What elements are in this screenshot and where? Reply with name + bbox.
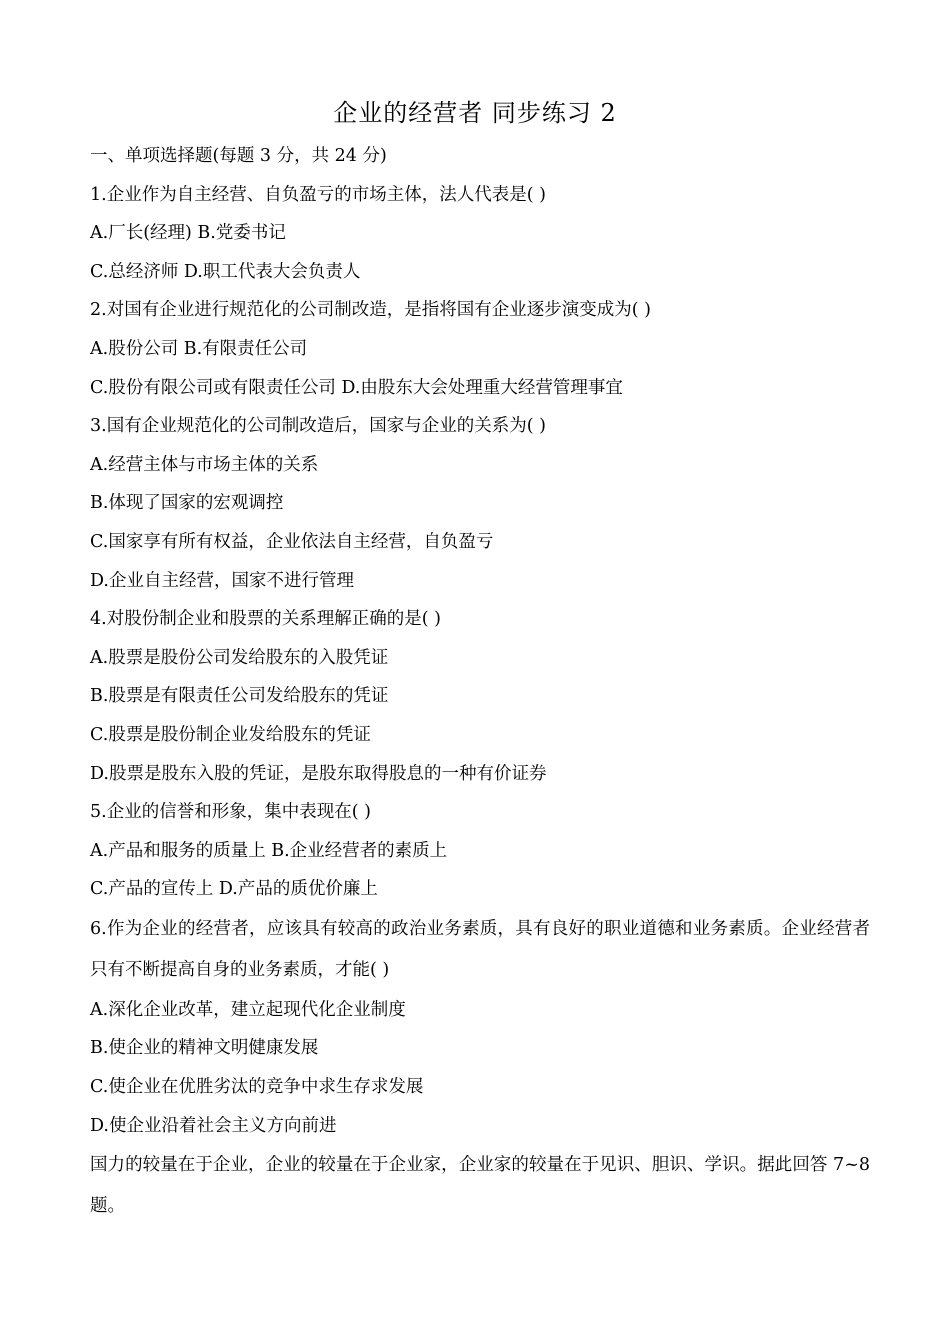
question-3-option-c: C.国家享有所有权益，企业依法自主经营，自负盈亏 [90, 531, 494, 552]
question-5-options-ab: A.产品和服务的质量上 B.企业经营者的素质上 [90, 840, 448, 861]
question-4-option-a: A.股票是股份公司发给股东的入股凭证 [90, 647, 389, 668]
question-5: 5.企业的信誉和形象，集中表现在( ) [90, 802, 371, 823]
question-3: 3.国有企业规范化的公司制改造后，国家与企业的关系为( ) [90, 416, 546, 437]
question-3-option-d: D.企业自主经营，国家不进行管理 [90, 570, 354, 591]
question-5-options-cd: C.产品的宣传上 D.产品的质优价廉上 [90, 879, 378, 900]
question-6: 6.作为企业的经营者，应该具有较高的政治业务素质，具有良好的职业道德和业务素质。企业经营者只有不断提高自身的业务素质，才能( ) [90, 918, 870, 980]
question-4-option-b: B.股票是有限责任公司发给股东的凭证 [90, 686, 389, 707]
question-1-options-ab: A.厂长(经理) B.党委书记 [90, 223, 286, 244]
document-title: 企业的经营者 同步练习 2 [333, 99, 617, 127]
question-2: 2.对国有企业进行规范化的公司制改造，是指将国有企业逐步演变成为( ) [90, 300, 651, 321]
question-3-option-a: A.经营主体与市场主体的关系 [90, 454, 319, 475]
question-4-option-d: D.股票是股东入股的凭证，是股东取得股息的一种有价证券 [90, 763, 547, 784]
question-6-option-b: B.使企业的精神文明健康发展 [90, 1038, 319, 1059]
question-2-options-ab: A.股份公司 B.有限责任公司 [90, 338, 308, 359]
question-3-option-b: B.体现了国家的宏观调控 [90, 493, 284, 514]
question-6-option-a: A.深化企业改革，建立起现代化企业制度 [90, 999, 406, 1020]
document-body [90, 137, 870, 1227]
question-4: 4.对股份制企业和股票的关系理解正确的是( ) [90, 609, 441, 630]
question-1: 1.企业作为自主经营、自负盈亏的市场主体，法人代表是( ) [90, 184, 546, 205]
question-2-options-cd: C.股份有限公司或有限责任公司 D.由股东大会处理重大经营管理事宜 [90, 377, 623, 398]
question-6-option-c: C.使企业在优胜劣汰的竞争中求生存求发展 [90, 1077, 424, 1098]
question-4-option-c: C.股票是股份制企业发给股东的凭证 [90, 724, 371, 745]
question-1-options-cd: C.总经济师 D.职工代表大会负责人 [90, 261, 361, 282]
question-6-option-d: D.使企业沿着社会主义方向前进 [90, 1115, 337, 1136]
questions-7-8-intro: 国力的较量在于企业，企业的较量在于企业家，企业家的较量在于见识、胆识、学识。据此回答 7~8 题。 [90, 1155, 870, 1217]
section-heading: 一、单项选择题(每题 3 分，共 24 分) [90, 146, 387, 166]
